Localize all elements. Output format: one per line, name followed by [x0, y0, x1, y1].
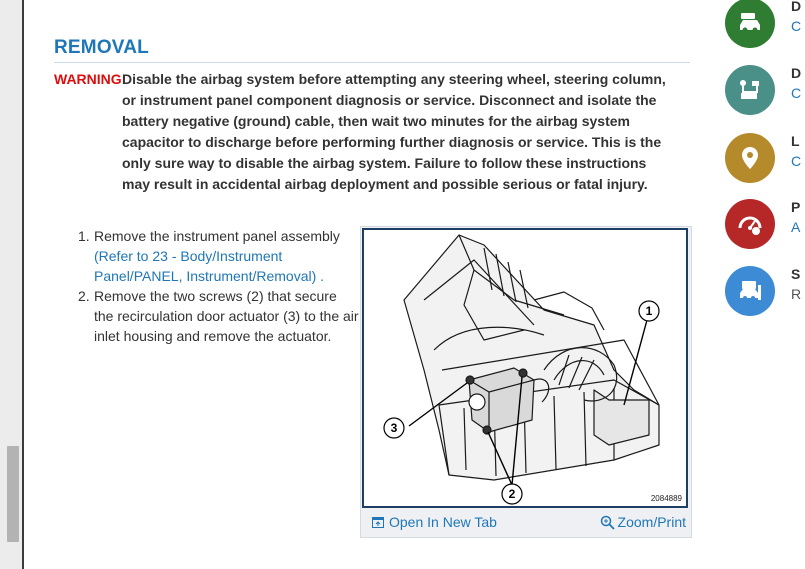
- reference-link[interactable]: (Refer to 23 - Body/Instrument Panel/PANEL, Instrument/Removal): [94, 248, 317, 284]
- gauge-icon: [725, 199, 775, 249]
- step-text: Remove the instrument panel assembly: [94, 228, 340, 244]
- sidebar-item-title: P: [791, 199, 801, 215]
- zoom-print-button[interactable]: [600, 514, 686, 530]
- diagram-icon: [725, 65, 775, 115]
- open-in-new-tab-button[interactable]: [372, 514, 497, 530]
- step-number: 2.: [78, 288, 90, 304]
- sidebar-item-title: D: [791, 65, 802, 81]
- vehicle-icon: [725, 0, 775, 48]
- location-pin-icon: [725, 133, 775, 183]
- callout-2: 2: [508, 487, 516, 501]
- figure-actions: [361, 510, 691, 536]
- sidebar-item-link[interactable]: C: [791, 85, 802, 101]
- magnifier-icon: [600, 515, 615, 530]
- procedure-steps: [76, 226, 360, 346]
- sidebar-item-4[interactable]: [725, 199, 805, 259]
- actuator-illustration: [364, 230, 686, 506]
- scrollbar-thumb[interactable]: [7, 446, 19, 542]
- open-in-new-tab-label: Open In New Tab: [389, 514, 497, 530]
- sidebar-item-title: D: [791, 0, 802, 14]
- new-tab-icon: [372, 517, 384, 528]
- sidebar-item-link[interactable]: C: [791, 153, 802, 169]
- warning-text: Disable the airbag system before attempting any steering wheel, steering column, or instrument panel component diagnosis or service. Disconnect and isolate the battery negative (ground) cable, then wait two minutes for the airbag system capacitor to discharge before performing further diagnosis or service. This is the only sure way to disable the airbag system. Failure to follow these instructions may result in accidental airbag deployment and possible serious or fatal injury.: [122, 71, 666, 192]
- sidebar-item-3[interactable]: [725, 133, 805, 193]
- zoom-print-label: Zoom/Print: [617, 514, 686, 530]
- sidebar-item-link[interactable]: C: [791, 18, 802, 34]
- sidebar-item-subtext: R: [791, 286, 802, 302]
- sidebar-item-5[interactable]: [725, 266, 805, 326]
- callout-3: 3: [390, 421, 398, 435]
- warning-label: WARNING:: [54, 71, 127, 87]
- figure-number: 2084889: [650, 494, 682, 503]
- step-1: [76, 226, 360, 286]
- sidebar-item-link[interactable]: A: [791, 219, 801, 235]
- figure-container: [360, 226, 692, 538]
- step-number: 1.: [78, 228, 90, 244]
- section-title: REMOVAL: [54, 37, 690, 63]
- figure-image[interactable]: [362, 228, 688, 508]
- service-icon: [725, 266, 775, 316]
- sidebar-item-title: S: [791, 266, 801, 282]
- sidebar-item-title: L: [791, 133, 800, 149]
- left-border: [22, 0, 24, 569]
- step-2: [76, 286, 360, 346]
- callout-1: 1: [645, 304, 653, 318]
- sidebar-item-1[interactable]: [725, 0, 805, 58]
- step-suffix: .: [316, 268, 325, 284]
- step-text: Remove the two screws (2) that secure the recirculation door actuator (3) to the air inlet housing and remove the actuator.: [94, 288, 359, 344]
- sidebar-item-2[interactable]: [725, 65, 805, 125]
